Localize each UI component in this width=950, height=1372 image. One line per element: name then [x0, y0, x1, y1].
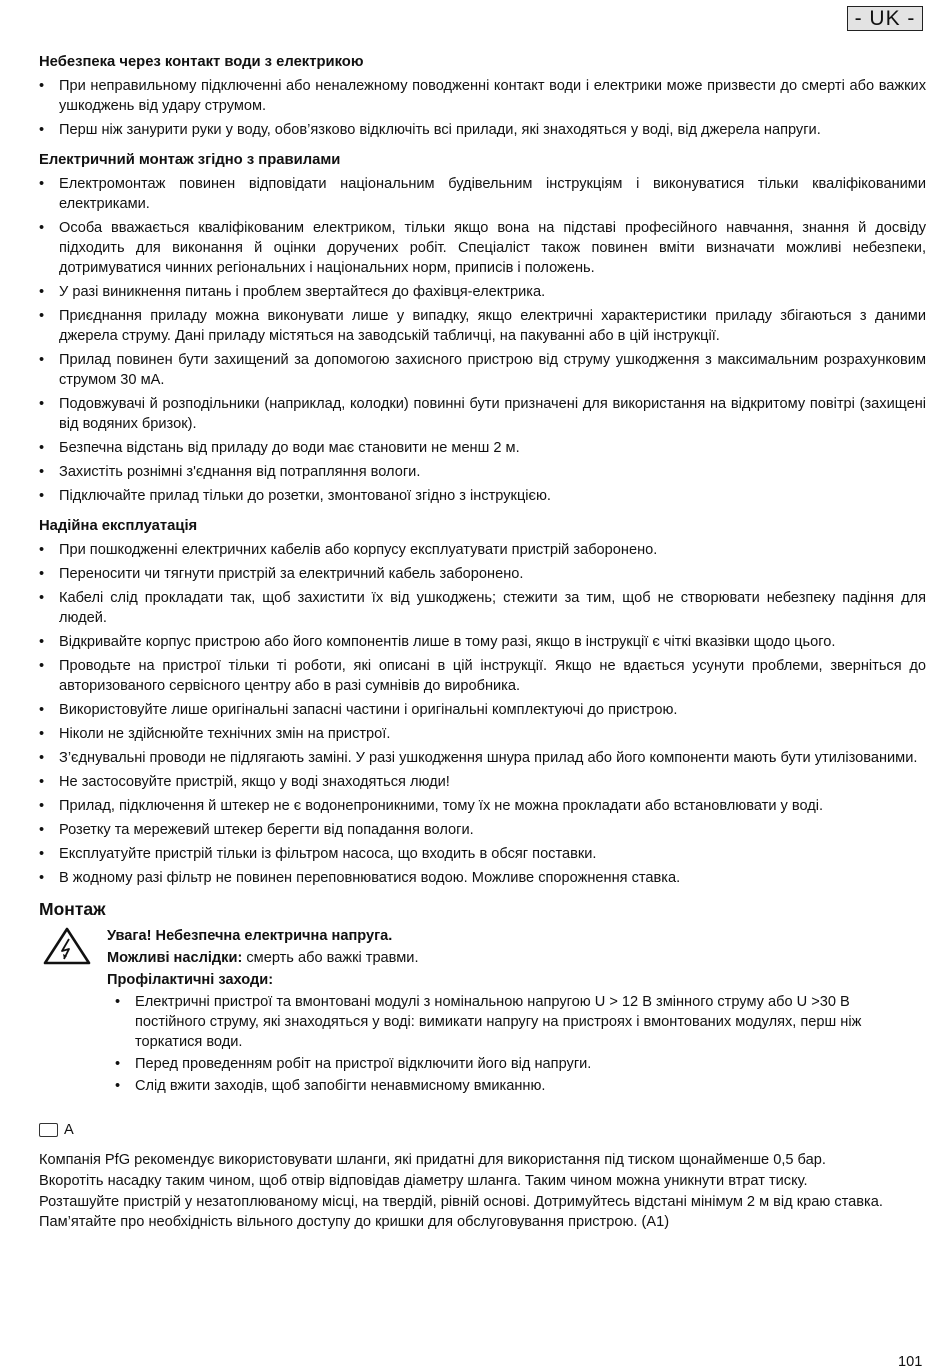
warning-title: Увага! Небезпечна електрична напруга.	[107, 928, 393, 944]
list-item: • Розетку та мережевий штекер берегти від попадання вологи.	[39, 820, 926, 840]
list-item: • Відкривайте корпус пристрою або його компонентів лише в тому разі, якщо в інструкції є чіткі вказівки щодо цього.	[39, 632, 926, 652]
paragraph: Розташуйте пристрій у незатоплюваному місці, на твердій, рівній основі. Дотримуйтесь відстані мінімум 2 м від краю ставка. Пам’ятайте про необхідність вільного доступу до кришки для обслуговування пристрою. (A1)	[39, 1194, 883, 1230]
document-body	[39, 52, 926, 1233]
list-item: • Перш ніж занурити руки у воду, обов’язково відключіть всі прилади, які знаходяться у воді, від джерела напруги.	[39, 120, 926, 140]
list-item: • Підключайте прилад тільки до розетки, змонтованої згідно з інструкцією.	[39, 486, 926, 506]
consequences-label: Можливі наслідки:	[107, 950, 243, 966]
list-item: • Електромонтаж повинен відповідати національним будівельним інструкціям і виконуватися тільки кваліфікованими електриками.	[39, 174, 926, 214]
bullet-list	[39, 540, 926, 888]
list-item: • Використовуйте лише оригінальні запасні частини і оригінальні комплектуючі до пристрою.	[39, 700, 926, 720]
list-item: • Захистіть рознімні з'єднання від потрапляння вологи.	[39, 462, 926, 482]
list-item: • Безпечна відстань від приладу до води має становити не менш 2 м.	[39, 438, 926, 458]
bullet-list	[39, 174, 926, 506]
list-item: • У разі виникнення питань і проблем звертайтеся до фахівця-електрика.	[39, 282, 926, 302]
consequences-text: смерть або важкі травми.	[242, 950, 419, 966]
page-number: 101	[898, 1354, 923, 1370]
list-item: • Приєднання приладу можна виконувати лише у випадку, якщо електричні характеристики приладу збігаються з даними джерела струму. Дані приладу містяться на заводській табличці, на пакуванні або в цій інструкції.	[39, 306, 926, 346]
list-item: • Ніколи не здійснюйте технічних змін на пристрої.	[39, 724, 926, 744]
section-water-electricity	[39, 52, 926, 140]
figure-label: A	[64, 1122, 74, 1138]
measures-list	[115, 992, 896, 1096]
montage-heading: Монтаж	[39, 899, 106, 919]
warning-text	[107, 926, 926, 1106]
measures-label: Профілактичні заходи:	[107, 972, 274, 988]
list-item: • З’єднувальні проводи не підлягають заміні. У разі ушкодження шнура прилад або його компоненти мають бути утилізованими.	[39, 748, 926, 768]
paragraph: Компанія PfG рекомендує використовувати шланги, які придатні для використання під тиском щонайменше 0,5 бар.	[39, 1152, 826, 1168]
figure-reference	[39, 1120, 926, 1140]
list-item: • Кабелі слід прокладати так, щоб захистити їх від ушкоджень; стежити за тим, щоб не створювати небезпеку падіння для людей.	[39, 588, 926, 628]
section-electrical-installation	[39, 150, 926, 506]
list-item: • Прилад, підключення й штекер не є водонепроникними, тому їх не можна прокладати або встановлювати у воді.	[39, 796, 926, 816]
list-item: • Не застосовуйте пристрій, якщо у воді знаходяться люди!	[39, 772, 926, 792]
list-item: • Переносити чи тягнути пристрій за електричний кабель заборонено.	[39, 564, 926, 584]
high-voltage-warning-icon	[42, 926, 92, 966]
list-item: • Подовжувачі й розподільники (наприклад, колодки) повинні бути призначені для використання на відкритому повітрі (захищені від водяних бризок).	[39, 394, 926, 434]
list-item: • Експлуатуйте пристрій тільки із фільтром насоса, що входить в обсяг поставки.	[39, 844, 926, 864]
list-item: • Електричні пристрої та вмонтовані модулі з номінальною напругою U > 12 В змінного струму або U >30 В постійного струму, які знаходяться у воді: вимикати напругу на пристроях і вмонтованих модулях, перш ніж торкатися води.	[115, 992, 896, 1052]
list-item: • Прилад повинен бути захищений за допомогою захисного пристрою від струму ушкодження з максимальним розрахунковим струмом 30 мА.	[39, 350, 926, 390]
book-icon	[39, 1123, 58, 1137]
list-item: • При пошкодженні електричних кабелів або корпусу експлуатувати пристрій заборонено.	[39, 540, 926, 560]
section-heading: Електричний монтаж згідно з правилами	[39, 152, 341, 168]
section-heading: Надійна експлуатація	[39, 518, 198, 534]
section-heading: Небезпека через контакт води з електрикою	[39, 54, 364, 70]
bullet-list	[39, 76, 926, 140]
list-item: • Слід вжити заходів, щоб запобігти ненавмисному вмиканню.	[115, 1076, 896, 1096]
paragraph: Вкоротіть насадку таким чином, щоб отвір відповідав діаметру шланга. Таким чином можна уникнути втрат тиску.	[39, 1173, 808, 1189]
list-item: • При неправильному підключенні або неналежному поводженні контакт води і електрики може призвести до смерті або важких ушкоджень від удару струмом.	[39, 76, 926, 116]
electrical-warning-block	[39, 926, 926, 1106]
section-safe-operation	[39, 516, 926, 888]
language-label: - UK -	[847, 6, 923, 31]
list-item: • Особа вважається кваліфікованим електриком, тільки якщо вона на підставі професійного навчання, знання й досвіду підходить для виконання й оцінки доручених робіт. Спеціаліст також повинен вміти визначати можливі небезпеки, дотримуватися чинних регіональних і національних норм, приписів і положень.	[39, 218, 926, 278]
list-item: • Перед проведенням робіт на пристрої відключити його від напруги.	[115, 1054, 896, 1074]
list-item: • В жодному разі фільтр не повинен переповнюватися водою. Можливе спорожнення ставка.	[39, 868, 926, 888]
list-item: • Проводьте на пристрої тільки ті роботи, які описані в цій інструкції. Якщо не вдається усунути проблеми, зверніться до авторизованого сервісного центру або в разі сумнівів до виробника.	[39, 656, 926, 696]
